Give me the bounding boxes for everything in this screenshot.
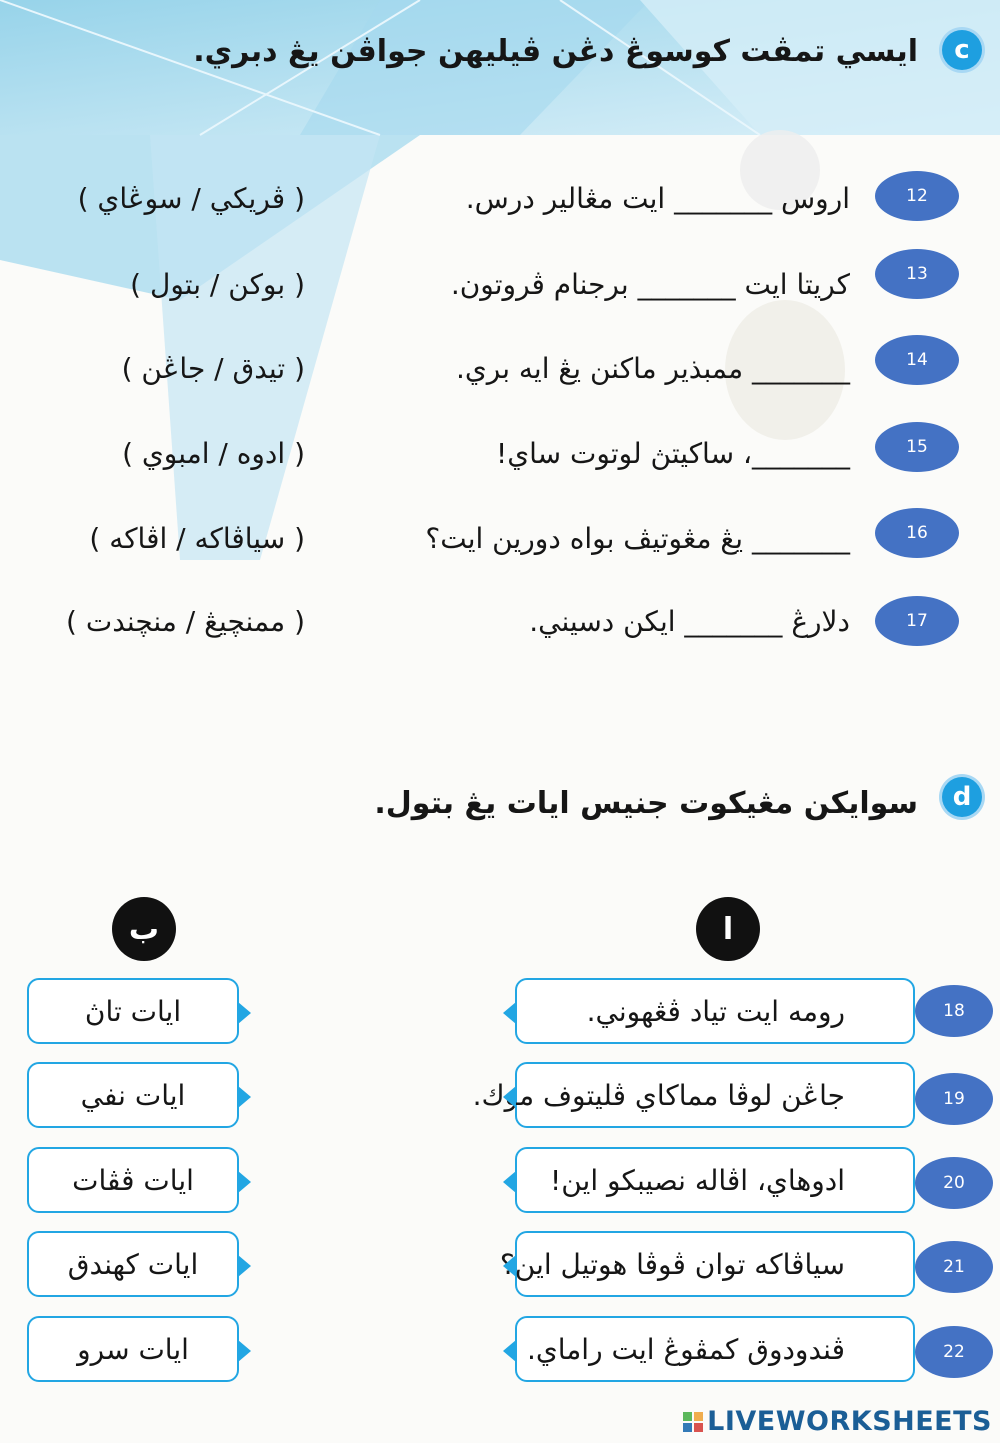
sentence-type-box[interactable]: ايات ڤڤات xyxy=(27,1147,239,1213)
statement-number: 19 xyxy=(915,1073,993,1125)
question-choices: ( تيدق / جاڠن ) xyxy=(121,352,305,385)
sentence-type-box[interactable]: ايات سرو xyxy=(27,1316,239,1382)
question-number: 15 xyxy=(875,422,959,472)
question-sentence[interactable]: _______ يڠ مڠوتيڤ بواه دورين ايت؟ xyxy=(425,522,850,555)
question-sentence[interactable]: دلارڠ _______ ايكن دسيني. xyxy=(529,605,850,638)
question-sentence[interactable]: _______، ساكيتڽ لوتوت ساي! xyxy=(495,437,850,470)
section-d-badge: d xyxy=(942,777,982,817)
column-a-badge: ا xyxy=(696,897,760,961)
statement-number: 21 xyxy=(915,1241,993,1293)
statement-box[interactable]: رومه ايت تياد ڤڠهوني. xyxy=(515,978,915,1044)
sentence-type-box[interactable]: ايات كهندق xyxy=(27,1231,239,1297)
statement-number: 18 xyxy=(915,985,993,1037)
question-choices: ( سياڤاكه / اڤاكه ) xyxy=(89,522,305,555)
question-sentence[interactable]: _______ ممبذير ماكنن يڠ ايه بري. xyxy=(455,352,850,385)
column-b-badge: ب xyxy=(112,897,176,961)
sentence-type-box[interactable]: ايات تاڽ xyxy=(27,978,239,1044)
question-number: 13 xyxy=(875,249,959,299)
question-number: 14 xyxy=(875,335,959,385)
statement-box[interactable]: ادوهاي، اڤاله نصيبكو اين! xyxy=(515,1147,915,1213)
statement-box[interactable]: سياڤاكه توان ڤوڤا هوتيل اين؟ xyxy=(515,1231,915,1297)
section-c-title: ايسي تمڤت كوسوڠ دڠن ڤيليهن جواڤن يڠ دبري. xyxy=(193,34,918,69)
question-choices: ( ممنچيڠ / منچندت ) xyxy=(66,605,305,638)
question-choices: ( بوكن / بتول ) xyxy=(130,268,305,301)
question-sentence[interactable]: كريتا ايت _______ برجنام ڤروتون. xyxy=(450,268,850,301)
brand-text: LIVEWORKSHEETS xyxy=(707,1406,992,1437)
section-d-title: سوايكن مڠيكوت جنيس ايات يڠ بتول. xyxy=(374,786,918,821)
brand-icon xyxy=(683,1412,703,1432)
statement-box[interactable]: ڤندودوق كمڤوڠ ايت راماي. xyxy=(515,1316,915,1382)
question-number: 16 xyxy=(875,508,959,558)
section-c-badge: c xyxy=(942,30,982,70)
statement-box[interactable]: جاڠن لوڤا مماكاي ڤليتوف موك. xyxy=(515,1062,915,1128)
sentence-type-box[interactable]: ايات نفي xyxy=(27,1062,239,1128)
brand-logo xyxy=(683,1406,992,1437)
question-number: 12 xyxy=(875,171,959,221)
question-sentence[interactable]: اروس _______ ايت مڠالير درس. xyxy=(465,182,850,215)
question-choices: ( ادوه / امبوي ) xyxy=(122,437,305,470)
question-choices: ( ڤريكي / سوڠاي ) xyxy=(77,182,305,215)
statement-number: 20 xyxy=(915,1157,993,1209)
question-number: 17 xyxy=(875,596,959,646)
statement-number: 22 xyxy=(915,1326,993,1378)
